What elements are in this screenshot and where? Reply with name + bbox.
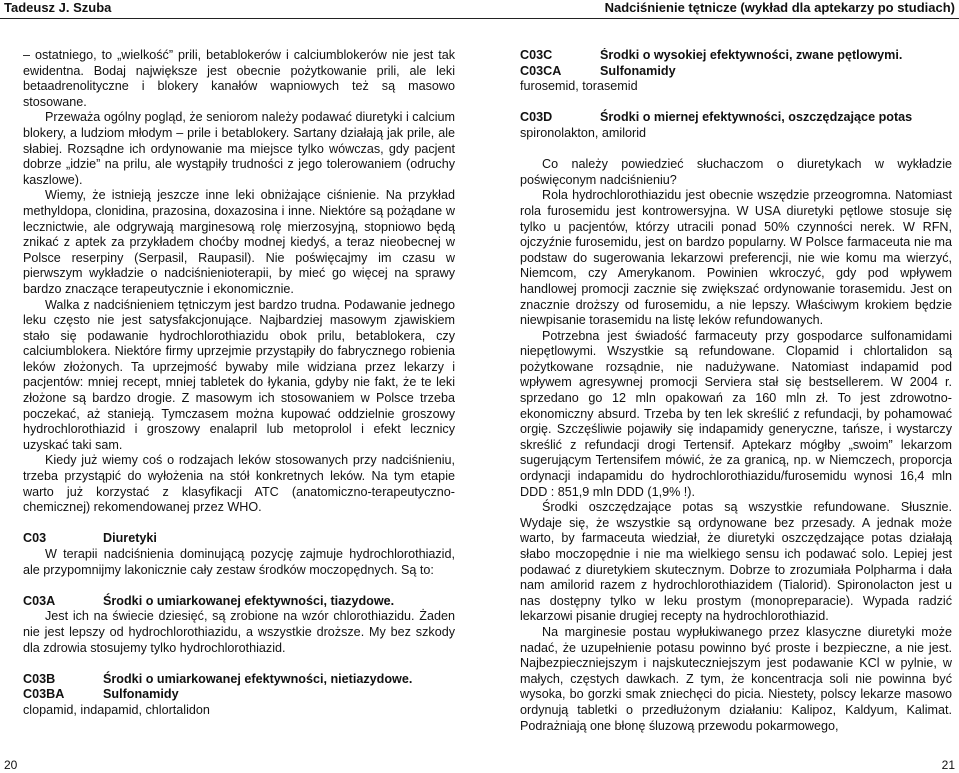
- paragraph: Rola hydrochlorothiazidu jest obecnie wszędzie przeogromna. Natomiast rola furosemidu jest kontrowersyjna. W USA diuretyki pętlowe stosuje się tylko u pacjentów, którzy utracili ponad 50% czynności nerek. W RFN, ojczyźnie furosemidu, jest on bardzo popularny. W Polsce farmaceuta nie ma podstaw do sugerowania lekarzowi preferencji, nie wie komu ma wierzyć, Niemcom, czy Amerykanom. Powinien wkroczyć, gdy pod wpływem handlowej promocji zacznie się zwiększać ordynowanie torasemidu. Jest on znacznie droższy od furosemidu, a nie lepszy. Właściwym krokiem będzie niewpisanie torasemidu na listę leków refundowanych.: [520, 188, 952, 328]
- page-header: [0, 0, 959, 19]
- atc-code: C03CA: [520, 63, 562, 78]
- paragraph: Kiedy już wiemy coś o rodzajach leków stosowanych przy nadciśnieniu, trzeba przystąpić do wyłożenia na stół konkretnych leków. Na tym etapie warto już korzystać z klasyfikacji ATC (anatomiczno-terapeutyczno-chemicznej) rekomendowanej przez WHO.: [23, 453, 455, 515]
- right-column: [520, 48, 952, 748]
- atc-title: Sulfonamidy: [600, 63, 676, 78]
- page-number-left: 20: [4, 758, 18, 772]
- drug-list: spironolakton, amilorid: [520, 125, 646, 140]
- atc-title: Diuretyki: [103, 531, 157, 546]
- atc-code: C03C: [520, 48, 553, 62]
- header-author: Tadeusz J. Szuba: [4, 0, 112, 15]
- drug-list: furosemid, torasemid: [520, 79, 638, 94]
- paragraph: Co należy powiedzieć słuchaczom o diuretykach w wykładzie poświęconym nadciśnieniu?: [520, 157, 952, 187]
- section-heading-c03d: [520, 110, 952, 126]
- paragraph: Jest ich na świecie dziesięć, są zrobione na wzór chlorothiazidu. Żaden nie jest lepszy od hydrochlorothiazidu, a wszystkie droższe. My bez szkody dla zdrowia stosujemy tylko hydrochlorothiazid.: [23, 609, 455, 655]
- paragraph: Wiemy, że istnieją jeszcze inne leki obniżające ciśnienie. Na przykład methyldopa, clonidina, prazosina, doxazosina i inne. Niektóre są pożądane w lecznictwie, ale odgrywają marginesową rolę mierzosyjną, stopniowo będą znikać z aptek za przykładem choćby modnej kiedyś, a teraz nieobecnej w Polsce reserpiny (Serpasil, Raupasil). Nie poświęcajmy im czasu w pierwszym wykładzie o nadciśnienioterapii, by mieć go więcej na sprawy bardzo znaczące terapeutycznie i ekonomicznie.: [23, 188, 455, 296]
- section-heading-c03ba: [23, 687, 455, 703]
- left-column: [23, 48, 455, 748]
- paragraph: Na marginesie postau wypłukiwanego przez klasyczne diuretyki może nadać, że uzupełnienie potasu powinno być proste i bezpieczne, a nie jest. Najbezpieczniejszym i najskuteczniejszym jest podawanie KCl w pylnie, w małych, częstych dawkach. Z tym, że koncentracja soli nie powinna być wysoka, bo gorzki smak zniechęci do picia. Niestety, polscy lekarze masowo ordynują tabletki o przedłużonym działaniu: Kalipoz, Kaldyum, Kalimat. Podrażniają one błonę śluzową przewodu pokarmowego,: [520, 624, 952, 733]
- paragraph: Potrzebna jest świadość farmaceuty przy gospodarce sulfonamidami niepętlowymi. Wszystkie są refundowane. Clopamid i chlortalidon są pożytkowane rozsądnie, nie nadużywane. Natomiast indapamid pod wpływem agresywnej promocji Serviera stał się bestsellerem. W 2004 r. sprzedano go 12 mln opakowań za 160 mln zł. To jest zdrowotno-ekonomiczny absurd. Trzeba by ten lek skreślić z refundacji, by pohamować orgię. Szczęśliwie pojawiły się indapamidy generyczne, tańsze, i wystarczy skreślić z refundacji drogi Tertensif. Aptekarz mógłby „swoim” lekarzom sugerującym Tertensifem mówić, że za granicą, np. w Niemczech, proporcja ordynacji indapamidu do hydrochlorothiazidu/furosemidu wynosi 16,4 mln DDD : 851,9 mln DDD (1,9% !).: [520, 328, 952, 499]
- header-title: Nadciśnienie tętnicze (wykład dla aptekarzy po studiach): [604, 0, 955, 15]
- section-heading-c03a: [23, 594, 455, 610]
- drug-list: clopamid, indapamid, chlortalidon: [23, 702, 210, 717]
- section-heading-c03c: [520, 48, 952, 64]
- atc-title: Środki o miernej efektywności, oszczędzające potas: [600, 110, 913, 125]
- paragraph: Przeważa ogólny pogląd, że seniorom należy podawać diuretyki i calcium blokery, a ludziom młodym – prile i betablokery. Sartany działają jak prile, ale słabiej. Rozsądne ich ordynowanie ma miejsce tylko wówczas, gdy pacjent dobrze „idzie” na prilu, ale wystąpiły trudności z jego tolerowaniem (odruchy kaszlowe).: [23, 110, 455, 187]
- section-heading-c03ca: [520, 64, 952, 80]
- atc-code: C03: [23, 531, 47, 546]
- page-number-right: 21: [941, 758, 955, 772]
- section-heading-c03b: [23, 672, 455, 688]
- paragraph: W terapii nadciśnienia dominującą pozycję zajmuje hydrochlorothiazid, ale przypomnijmy lakonicznie cały zestaw środków moczopędnych. Są to:: [23, 547, 455, 577]
- atc-title: Sulfonamidy: [103, 687, 179, 702]
- atc-code: C03D: [520, 110, 553, 125]
- atc-title: Środki o umiarkowanej efektywności, nietiazydowe.: [103, 671, 413, 686]
- atc-title: Środki o umiarkowanej efektywności, tiazydowe.: [103, 593, 395, 608]
- atc-code: C03BA: [23, 687, 65, 702]
- paragraph: – ostatniego, to „wielkość” prili, betablokerów i calciumblokerów nie jest tak ewidentna. Bodaj największe jest obecnie pożytkowanie prili, ale leki betaadrenolityczne i blokery kanałów wapniowych też są masowo stosowane.: [23, 48, 455, 109]
- atc-title: Środki o wysokiej efektywności, zwane pętlowymi.: [600, 48, 903, 62]
- atc-code: C03B: [23, 671, 56, 686]
- paragraph: Środki oszczędzające potas są wszystkie refundowane. Słusznie. Wydaje się, że wszystkie są ordynowane bez przesady. A jednak może warto, by farmaceuta wiedział, że diuretyki oszczędzające potas działają słabo moczopędnie i nie ma wielkiego sensu ich podawać solo. Lepiej jest podawać z diuretykiem skutecznym. Dobrze to zrozumiała Polpharma i dała nam amilorid razem z hydrochlorothiazidem (Tialorid). Spironolacton jest u nas dostępny tylko w leku prostym (monopreparacie). Wypada radzić lekarzowi pisanie drugiej recepty na hydrochlorothiazid.: [520, 500, 952, 624]
- atc-code: C03A: [23, 593, 56, 608]
- paragraph: Walka z nadciśnieniem tętniczym jest bardzo trudna. Podawanie jednego leku często nie jest satysfakcjonujące. Najbardziej masowym zjawiskiem stało się podawanie hydrochlorothiazidu obok prilu, betablokera, czy calciumblokera. Niektóre firmy uprzejmie przystąpiły do fabrycznego robienia leków złożonych. Ta uprzejmość bywaby mile widziana przez lekarzy i pacjentów: mniej recept, mniej tabletek do łykania, gdyby nie fakt, że te leki złożone są bardzo drogie. Z masowym ich stosowaniem w Polsce trzeba poczekać, aż stanieją. Tymczasem można kupować oddzielnie groszowy hydrochlorothiazid i groszowy enalapril lub metoprolol i efekt lecznicy uzyskać taki sam.: [23, 297, 455, 452]
- section-heading-c03: [23, 531, 455, 547]
